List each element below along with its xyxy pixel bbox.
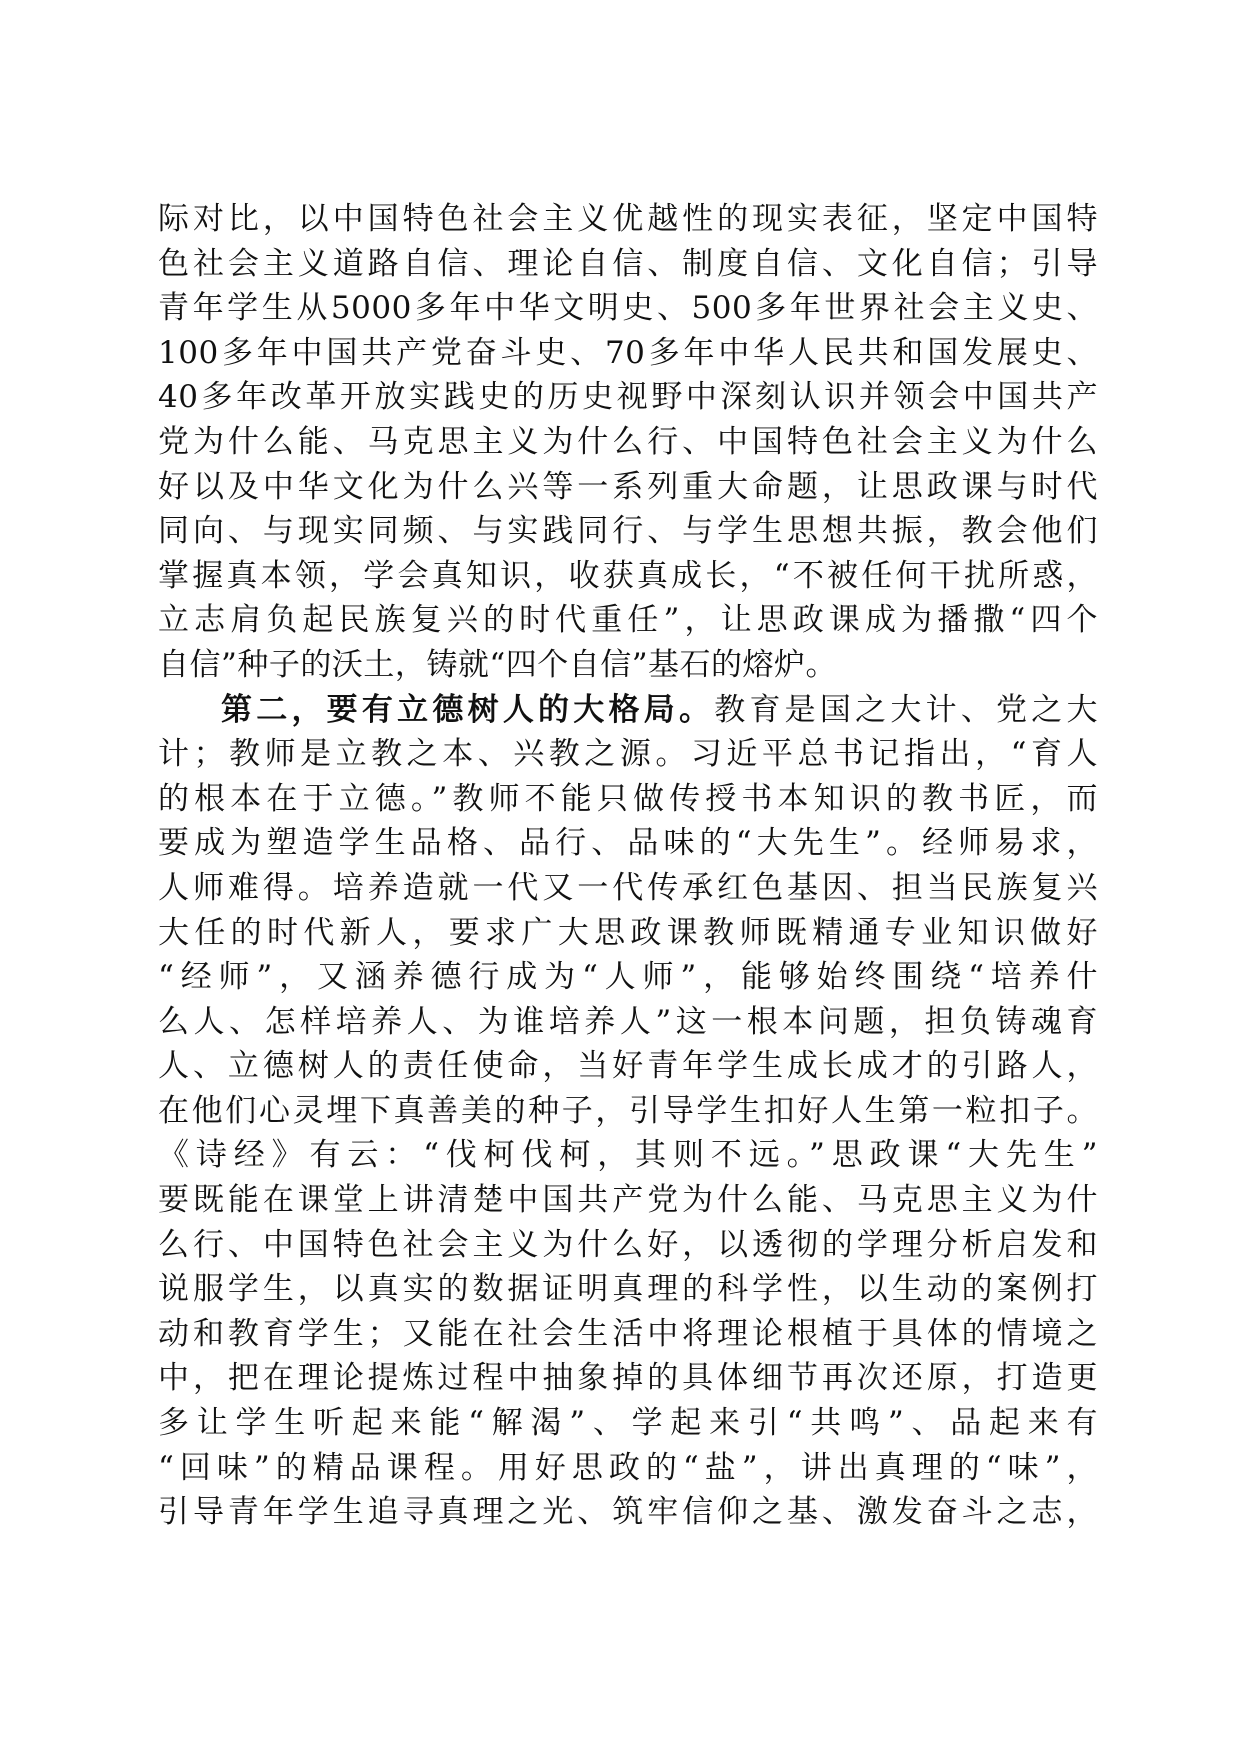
text-line: 动和教育学生；又能在社会生活中将理论根植于具体的情境之: [158, 1315, 1098, 1352]
paragraph-2-first-line: [158, 688, 1098, 733]
text-line: 么行、中国特色社会主义为什么好，以透彻的学理分析启发和: [158, 1226, 1098, 1263]
text-line: 么人、怎样培养人、为谁培养人”这一根本问题，担负铸魂育: [158, 1003, 1098, 1040]
text-line: 人师难得。培养造就一代又一代传承红色基因、担当民族复兴: [158, 869, 1098, 906]
text-line: 同向、与现实同频、与实践同行、与学生思想共振，教会他们: [158, 513, 1098, 550]
text-line: 100多年中国共产党奋斗史、70多年中华人民共和国发展史、: [158, 334, 1098, 371]
body-text: [158, 197, 1098, 1535]
text-line: 引导青年学生追寻真理之光、筑牢信仰之基、激发奋斗之志，: [158, 1494, 1098, 1531]
text-line: 《诗经》有云：“伐柯伐柯，其则不远。”思政课“大先生”: [158, 1137, 1098, 1174]
text-line: 际对比，以中国特色社会主义优越性的现实表征，坚定中国特: [158, 201, 1098, 237]
text-line: “回味”的精品课程。用好思政的“盐”，讲出真理的“味”，: [158, 1449, 1098, 1486]
text-line: 的根本在于立德。”教师不能只做传授书本知识的教书匠，而: [158, 780, 1098, 817]
text-line: 掌握真本领，学会真知识，收获真成长，“不被任何干扰所惑，: [158, 557, 1098, 594]
paragraph-2-first-text: 教育是国之大计、党之大: [714, 691, 1099, 728]
text-line: 立志肩负起民族复兴的时代重任”，让思政课成为播撒“四个: [158, 602, 1098, 639]
text-line: 计；教师是立教之本、兴教之源。习近平总书记指出，“育人: [158, 736, 1098, 773]
text-line: 要既能在课堂上讲清楚中国共产党为什么能、马克思主义为什: [158, 1182, 1098, 1219]
text-line: 要成为塑造学生品格、品行、品味的“大先生”。经师易求，: [158, 825, 1098, 862]
text-line: “经师”，又涵养德行成为“人师”，能够始终围绕“培养什: [158, 959, 1098, 996]
text-line: 自信”种子的沃土，铸就“四个自信”基石的熔炉。: [158, 646, 838, 683]
text-line: 好以及中华文化为什么兴等一系列重大命题，让思政课与时代: [158, 468, 1098, 505]
text-line: 在他们心灵埋下真善美的种子，引导学生扣好人生第一粒扣子。: [158, 1092, 1098, 1129]
text-line: 40多年改革开放实践史的历史视野中深刻认识并领会中国共产: [158, 379, 1098, 416]
text-line: 青年学生从5000多年中华文明史、500多年世界社会主义史、: [158, 290, 1098, 327]
text-line: 多让学生听起来能“解渴”、学起来引“共鸣”、品起来有: [158, 1405, 1098, 1442]
paragraph-2-heading: 第二，要有立德树人的大格局。: [221, 691, 715, 728]
text-line: 人、立德树人的责任使命，当好青年学生成长成才的引路人，: [158, 1048, 1098, 1085]
text-line: 说服学生，以真实的数据证明真理的科学性，以生动的案例打: [158, 1271, 1098, 1308]
text-line: 大任的时代新人，要求广大思政课教师既精通专业知识做好: [158, 914, 1098, 951]
text-line: 中，把在理论提炼过程中抽象掉的具体细节再次还原，打造更: [158, 1360, 1098, 1397]
text-line: 党为什么能、马克思主义为什么行、中国特色社会主义为什么: [158, 423, 1098, 460]
text-line: 色社会主义道路自信、理论自信、制度自信、文化自信；引导: [158, 245, 1098, 282]
